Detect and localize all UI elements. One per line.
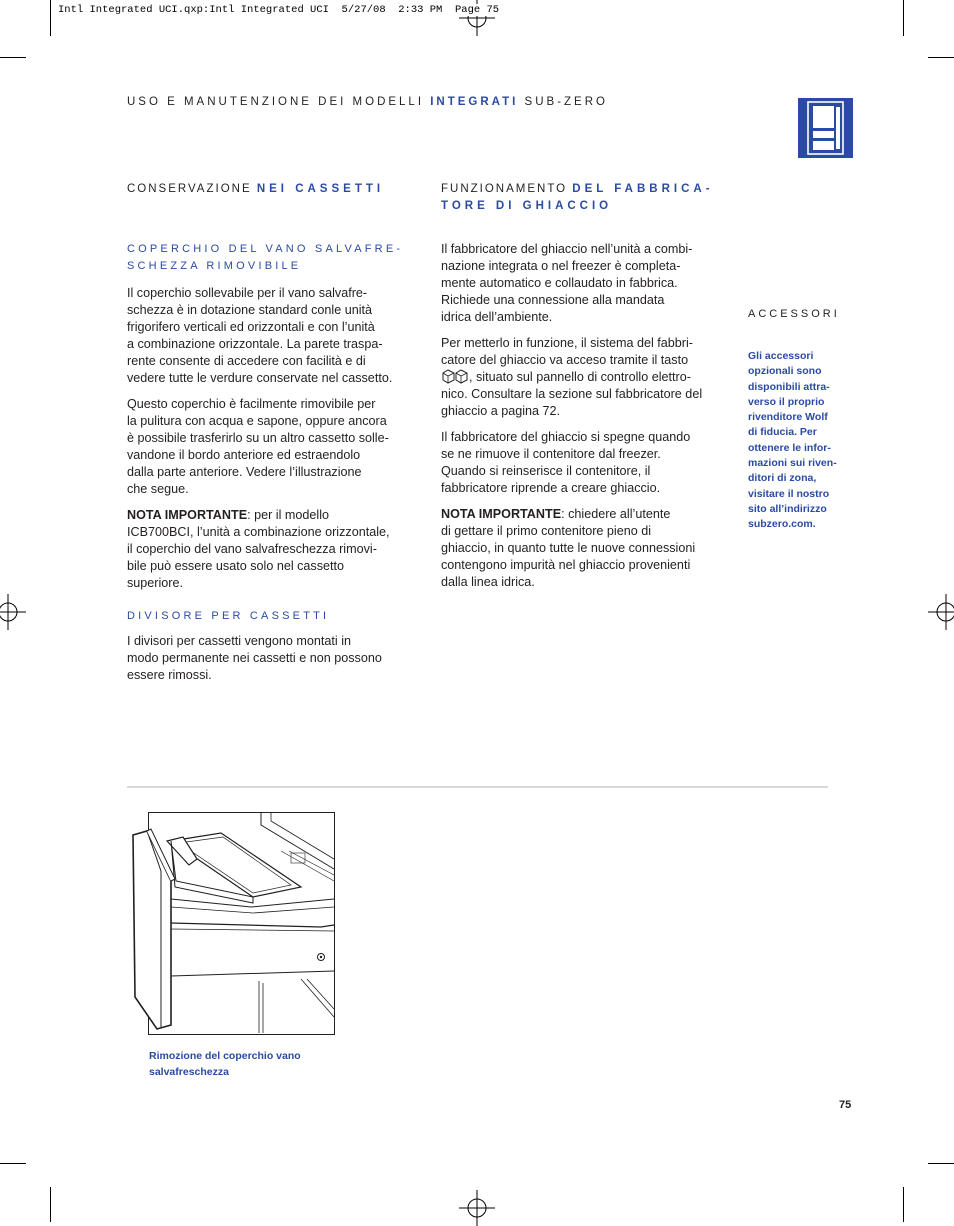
section-title-line: SCHEZZA RIMOVIBILE [127, 260, 302, 272]
page-number: 75 [839, 1099, 852, 1111]
middle-column-title [441, 181, 714, 215]
text-line: ICB700BCI, l’unità a combinazione orizzontale, [127, 525, 390, 539]
text-line: essere rimossi. [127, 668, 212, 682]
text-line: se ne rimuove il contenitore dal freezer. [441, 447, 661, 461]
note-label: NOTA IMPORTANTE [441, 507, 562, 521]
left-title-bold: NEI CASSETTI [256, 183, 385, 195]
text-line: : chiedere all’utente [561, 507, 671, 521]
middle-title-plain: FUNZIONAMENTO [441, 183, 573, 195]
figure-caption [149, 1049, 301, 1080]
section-title-crisper-lid [127, 241, 403, 275]
text-line: vedere tutte le verdure conservate nel cassetto. [127, 371, 393, 385]
text-line: ottenere le infor- [748, 441, 831, 454]
paragraph [127, 396, 417, 498]
text-line: rivenditore Wolf [748, 411, 828, 424]
text-line: superiore. [127, 576, 184, 590]
text-line: nico. Consultare la sezione sul fabbricatore del [441, 387, 703, 401]
running-header [127, 96, 608, 108]
header-suffix: SUB-ZERO [518, 96, 608, 108]
registration-mark-icon [459, 1190, 495, 1226]
text-line: Per metterlo in funzione, il sistema del fabbri- [441, 336, 693, 350]
header-prefix: USO E MANUTENZIONE DEI MODELLI [127, 96, 431, 108]
paragraph [127, 285, 417, 387]
crop-mark [0, 57, 26, 58]
ice-maker-key-icon [441, 369, 469, 385]
text-line: catore del ghiaccio va acceso tramite il tasto [441, 353, 689, 367]
registration-mark-icon [928, 594, 954, 630]
text-line: Richiede una connessione alla mandata [441, 293, 665, 307]
text-line: di fiducia. Per [748, 426, 817, 439]
text-line: vandone il bordo anteriore ed estraendolo [127, 448, 361, 462]
text-line: di gettare il primo contenitore pieno di [441, 524, 652, 538]
refrigerator-column-icon [798, 98, 853, 158]
crop-mark [928, 57, 954, 58]
paragraph [441, 335, 736, 420]
text-line: modo permanente nei cassetti e non possono [127, 651, 382, 665]
caption-line: salvafreschezza [149, 1065, 229, 1078]
left-title-plain: CONSERVAZIONE [127, 183, 257, 195]
text-line: schezza è in dotazione standard conle unità [127, 303, 373, 317]
registration-mark-icon [0, 594, 26, 630]
text-line: subzero.com. [748, 518, 816, 531]
text-line: contengono impurità nel ghiaccio provenienti [441, 558, 691, 572]
caption-line: Rimozione del coperchio vano [149, 1050, 301, 1062]
crisper-lid-removal-illustration [131, 811, 336, 1036]
paragraph [127, 633, 417, 684]
crop-mark [903, 1187, 904, 1222]
header-highlight: INTEGRATI [430, 96, 519, 108]
sidebar-text [748, 349, 858, 533]
crop-mark [903, 0, 904, 36]
text-line: I divisori per cassetti vengono montati in [127, 634, 352, 648]
paragraph [441, 241, 736, 326]
text-line: : per il modello [247, 508, 330, 522]
left-column-body [127, 285, 417, 601]
middle-title-bold: DEL FABBRICA- [572, 183, 714, 195]
note-label: NOTA IMPORTANTE [127, 508, 248, 522]
drawer-divider-body [127, 633, 417, 693]
paragraph [441, 429, 736, 497]
text-line: frigorifero verticali ed orizzontali e con l’unità [127, 320, 375, 334]
important-note [441, 506, 736, 591]
text-line: , situato sul pannello di controllo elettro- [469, 370, 691, 384]
text-line: mazioni sui riven- [748, 457, 837, 470]
text-line: Il fabbricatore del ghiaccio nell’unità a combi- [441, 242, 693, 256]
text-line: Gli accessori [748, 350, 814, 362]
text-line: visitare il nostro [748, 487, 830, 500]
important-note [127, 507, 417, 592]
text-line: opzionali sono [748, 365, 822, 378]
text-line: che segue. [127, 482, 189, 496]
text-line: rente consente di accedere con facilità e di [127, 354, 366, 368]
text-line: bile può essere usato solo nel cassetto [127, 559, 345, 573]
middle-column-body [441, 241, 736, 600]
sidebar-title: ACCESSORI [748, 308, 840, 320]
text-line: Il coperchio sollevabile per il vano salvafre- [127, 286, 368, 300]
crop-mark [0, 1163, 26, 1164]
crop-mark [50, 1187, 51, 1222]
text-line: è possibile trasferirlo su un altro cassetto solle- [127, 431, 389, 445]
text-line: a combinazione orizzontale. La parete traspa- [127, 337, 383, 351]
left-column-title [127, 181, 384, 198]
text-line: ghiaccio a pagina 72. [441, 404, 561, 418]
text-line: mente automatico e collaudato in fabbrica. [441, 276, 678, 290]
section-title-line: COPERCHIO DEL VANO SALVAFRE- [127, 243, 404, 255]
text-line: disponibili attra- [748, 380, 830, 393]
section-title-drawer-divider: DIVISORE PER CASSETTI [127, 610, 330, 622]
text-line: Il fabbricatore del ghiaccio si spegne quando [441, 430, 691, 444]
text-line: dalla linea idrica. [441, 575, 535, 589]
text-line: sito all’indirizzo [748, 502, 827, 515]
middle-title-bold: TORE DI GHIACCIO [441, 200, 613, 212]
text-line: dalla parte anteriore. Vedere l’illustrazione [127, 465, 362, 479]
text-line: verso il proprio [748, 395, 825, 408]
text-line: Questo coperchio è facilmente rimovibile per [127, 397, 376, 411]
text-line: la pulitura con acqua e sapone, oppure ancora [127, 414, 387, 428]
text-line: ditori di zona, [748, 472, 817, 485]
text-line: idrica dell’ambiente. [441, 310, 553, 324]
text-line: il coperchio del vano salvafreschezza rimovi- [127, 542, 377, 556]
print-slug: Intl Integrated UCI.qxp:Intl Integrated UCI 5/27/08 2:33 PM Page 75 [58, 4, 500, 16]
text-line: fabbricatore riprende a creare ghiaccio. [441, 481, 661, 495]
text-line: nazione integrata o nel freezer è completa- [441, 259, 681, 273]
text-line: Quando si reinserisce il contenitore, il [441, 464, 651, 478]
crop-mark [50, 0, 51, 36]
section-divider [127, 786, 828, 788]
text-line: ghiaccio, in quanto tutte le nuove connessioni [441, 541, 696, 555]
crop-mark [928, 1163, 954, 1164]
